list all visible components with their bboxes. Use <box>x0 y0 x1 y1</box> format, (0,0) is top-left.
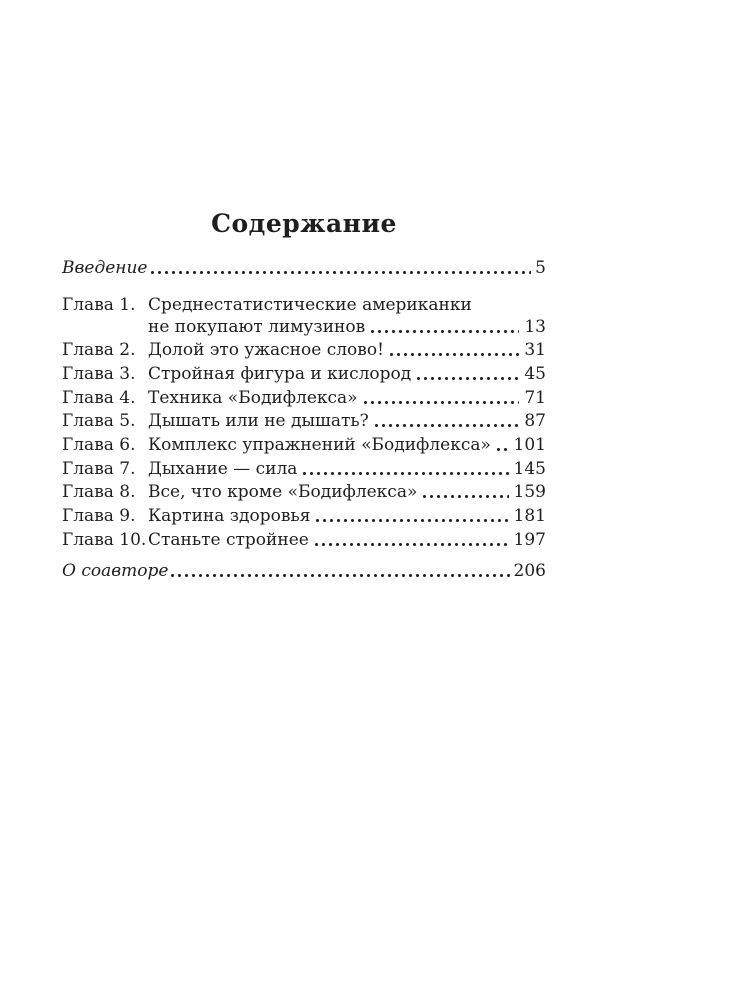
entry-title: Комплекс упражнений «Бодифлекса» <box>148 434 491 455</box>
dot-leader <box>169 560 509 582</box>
page-number: 45 <box>524 363 546 384</box>
toc-entry-chapter-8 <box>62 481 546 503</box>
toc-entry-chapter-5 <box>62 410 546 432</box>
entry-title: Техника «Бодифлекса» <box>148 387 358 408</box>
entry-title: Стройная фигура и кислород <box>148 363 412 384</box>
entry-title: Дышать или не дышать? <box>148 411 369 432</box>
page-number: 13 <box>524 316 546 337</box>
dot-leader <box>421 481 508 503</box>
toc-entry-line-2 <box>62 316 546 338</box>
page-number: 197 <box>513 529 546 550</box>
dot-leader <box>301 458 508 480</box>
entry-title: Долой это ужасное слово! <box>148 340 384 361</box>
entry-label: Глава 7. <box>62 458 136 479</box>
toc-entry-line-1 <box>62 294 546 316</box>
page-number: 159 <box>513 482 546 503</box>
entry-label: Глава 1. <box>62 294 136 315</box>
entry-label: Глава 6. <box>62 434 136 455</box>
entry-title: Среднестатистические американки <box>148 294 472 315</box>
toc-back-matter-entry <box>62 560 546 582</box>
entry-title: О соавторе <box>62 561 169 582</box>
dot-leader <box>495 434 509 456</box>
page-number: 145 <box>513 458 546 479</box>
dot-leader <box>415 363 519 385</box>
toc-entry-chapter-6 <box>62 434 546 456</box>
entry-title-continued: не покупают лимузинов <box>148 316 366 337</box>
dot-leader <box>314 505 508 527</box>
page-number: 31 <box>524 340 546 361</box>
page-number: 87 <box>524 411 546 432</box>
dot-leader <box>373 410 520 432</box>
page-number: 101 <box>513 434 546 455</box>
entry-label: Глава 5. <box>62 411 136 432</box>
entry-title: Станьте стройнее <box>148 529 309 550</box>
toc-entry-chapter-4 <box>62 387 546 409</box>
toc-entry-chapter-9 <box>62 505 546 527</box>
entry-label: Глава 3. <box>62 363 136 384</box>
dot-leader <box>313 529 509 551</box>
dot-leader <box>149 257 532 279</box>
dot-leader <box>388 339 519 361</box>
page-number: 5 <box>535 258 546 278</box>
page-number: 181 <box>513 506 546 526</box>
page-number: 71 <box>524 387 546 408</box>
entry-label: Глава 2. <box>62 340 136 361</box>
entry-label: Глава 9. <box>62 506 136 526</box>
toc-entry-chapter-2 <box>62 339 546 361</box>
entry-label: Глава 8. <box>62 482 136 503</box>
entry-label: Глава 4. <box>62 387 136 408</box>
dot-leader <box>362 387 520 409</box>
entry-title: Картина здоровья <box>148 506 311 526</box>
toc-front-matter-entry <box>62 257 546 279</box>
entry-title: Дыхание — сила <box>148 458 298 479</box>
dot-leader <box>369 316 519 338</box>
page-number: 206 <box>513 561 546 582</box>
toc-entry-chapter-7 <box>62 458 546 480</box>
toc-entry-chapter-10 <box>62 529 546 551</box>
toc-heading: Содержание <box>211 209 397 238</box>
entry-title: Все, что кроме «Бодифлекса» <box>148 482 418 503</box>
toc-entry-chapter-1 <box>62 294 546 338</box>
entry-label: Глава 10. <box>62 529 147 550</box>
toc-entry-chapter-3 <box>62 363 546 385</box>
toc-content <box>62 0 546 582</box>
entry-title: Введение <box>62 258 148 278</box>
